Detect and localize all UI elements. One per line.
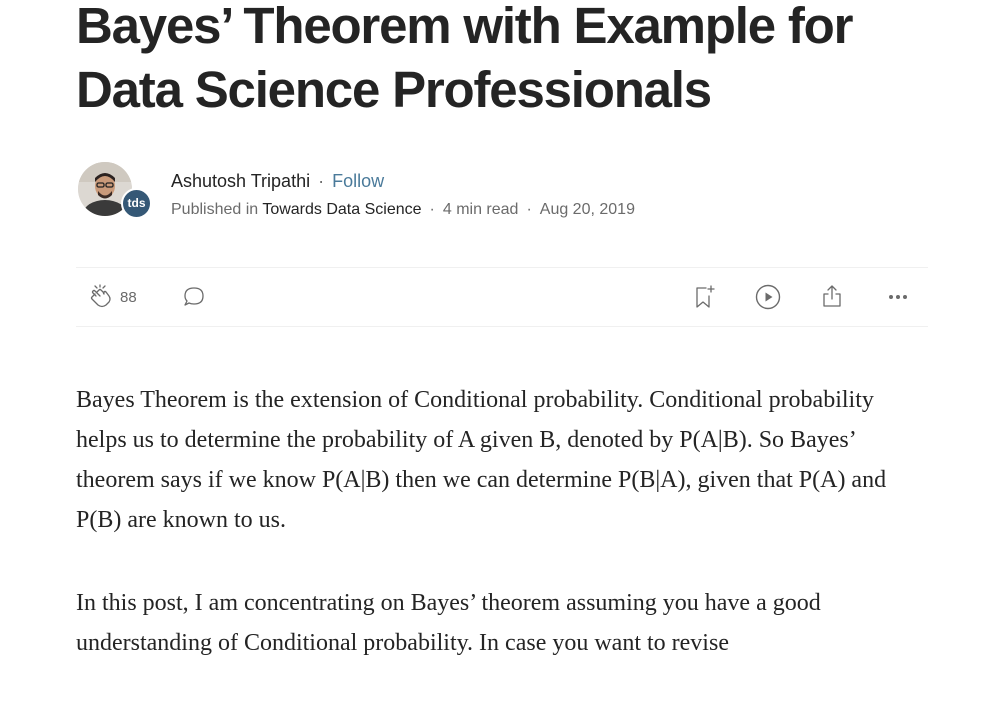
article-action-bar: [76, 268, 928, 326]
publish-date: Aug 20, 2019: [539, 201, 635, 218]
byline-separator: ·: [526, 201, 532, 218]
paragraph: Bayes Theorem is the extension of Conditional probability. Conditional probability helps us to determine the probability of A given B, denoted by P(A|B). So Bayes’ theorem says if we know P(A|B) then we can determine P(B|A), given that P(A) and P(B) are known to us.: [76, 387, 887, 533]
article-title: Bayes’ Theorem with Example for Data Science Professionals: [76, 0, 853, 118]
paragraph: In this post, I am concentrating on Bayes’ theorem assuming you have a good understanding of Conditional probability. In case you want to revise: [76, 590, 821, 656]
read-time: 4 min read: [442, 201, 519, 218]
follow-button[interactable]: Follow: [332, 171, 385, 191]
author-byline: [78, 162, 778, 220]
publication-badge[interactable]: tds: [121, 188, 152, 219]
comment-icon[interactable]: [182, 285, 206, 309]
article-body: [76, 380, 906, 706]
clap-icon[interactable]: [88, 284, 114, 310]
byline-separator: ·: [429, 201, 435, 218]
published-in-label: Published in: [171, 201, 259, 218]
clap-count: 88: [120, 289, 137, 306]
share-icon[interactable]: [820, 283, 844, 309]
publication-link[interactable]: Towards Data Science: [262, 201, 422, 218]
actions-bottom-divider: [76, 326, 928, 327]
byline-line-author: [171, 170, 384, 192]
play-icon[interactable]: [755, 284, 781, 310]
bookmark-add-icon[interactable]: [692, 284, 716, 310]
more-icon[interactable]: [886, 285, 910, 309]
author-name-link[interactable]: Ashutosh Tripathi: [171, 171, 311, 191]
byline-separator: ·: [318, 171, 325, 191]
byline-line-publication: [171, 200, 635, 220]
